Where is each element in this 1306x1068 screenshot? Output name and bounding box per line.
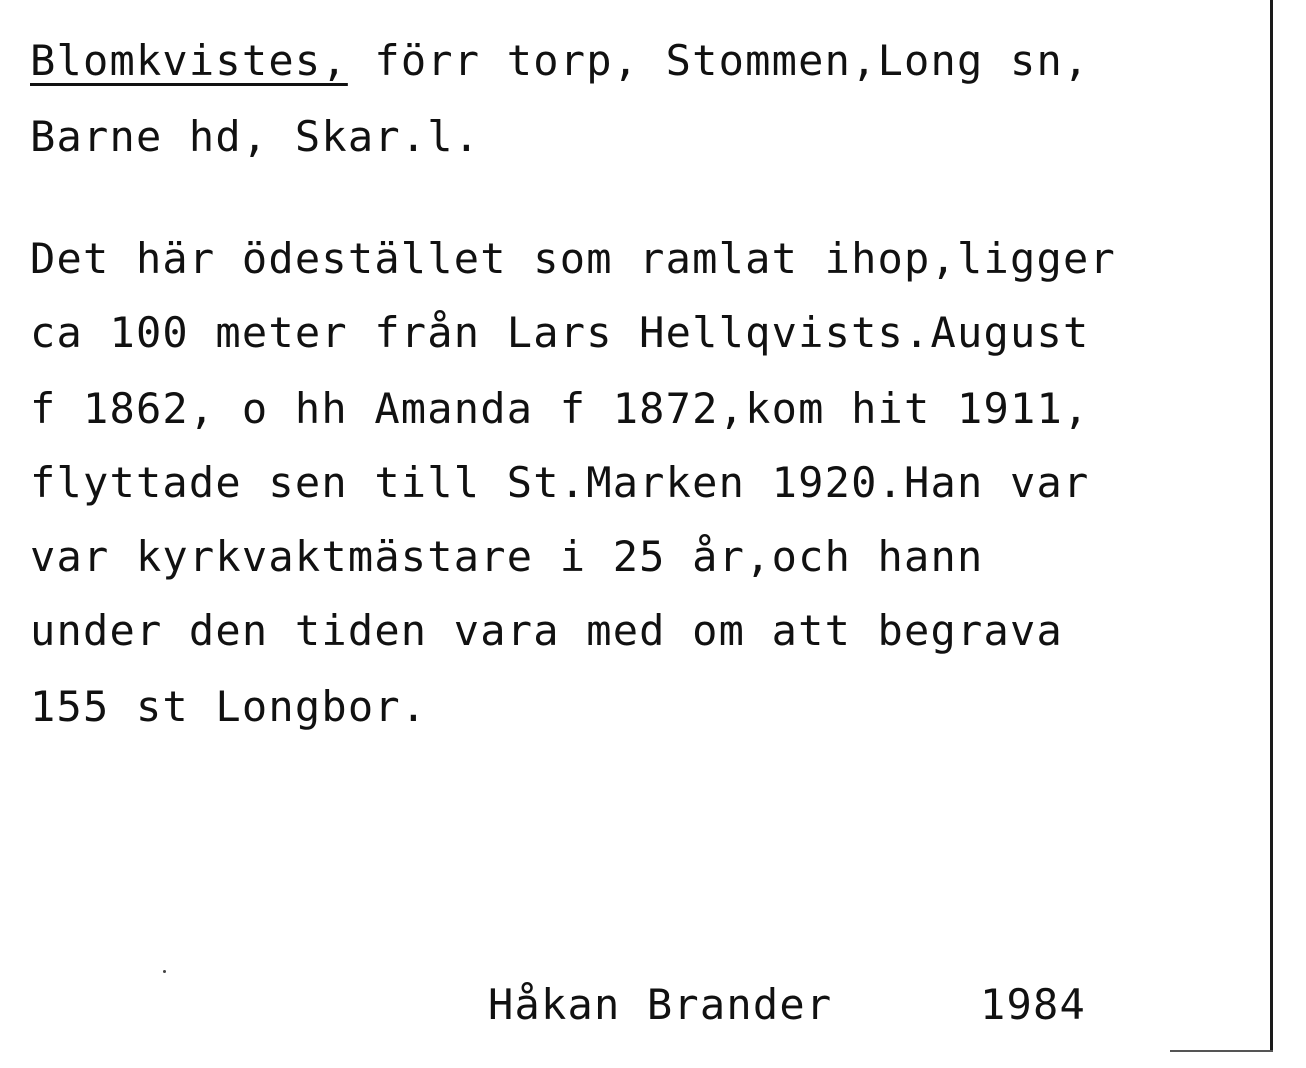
body-line-3: f 1862, o hh Amanda f 1872,kom hit 1911, bbox=[30, 384, 1090, 433]
paper-speck bbox=[163, 970, 166, 973]
body-line-7: 155 st Longbor. bbox=[30, 682, 428, 731]
body-line-5: var kyrkvaktmästare i 25 år,och hann bbox=[30, 532, 984, 581]
heading-line-1 bbox=[30, 36, 1090, 85]
card-right-border bbox=[1270, 0, 1273, 1052]
signature-year: 1984 bbox=[980, 980, 1086, 1029]
heading-line-2: Barne hd, Skar.l. bbox=[30, 112, 481, 161]
body-line-2: ca 100 meter från Lars Hellqvists.August bbox=[30, 308, 1090, 357]
card-bottom-border bbox=[1170, 1050, 1273, 1052]
body-line-6: under den tiden vara med om att begrava bbox=[30, 606, 1063, 655]
body-line-1: Det här ödestället som ramlat ihop,ligger bbox=[30, 234, 1116, 283]
body-line-4: flyttade sen till St.Marken 1920.Han var bbox=[30, 458, 1090, 507]
place-description: förr torp, Stommen,Long sn, bbox=[347, 36, 1090, 85]
place-name: Blomkvistes, bbox=[30, 36, 348, 85]
author-signature: Håkan Brander bbox=[488, 980, 833, 1029]
